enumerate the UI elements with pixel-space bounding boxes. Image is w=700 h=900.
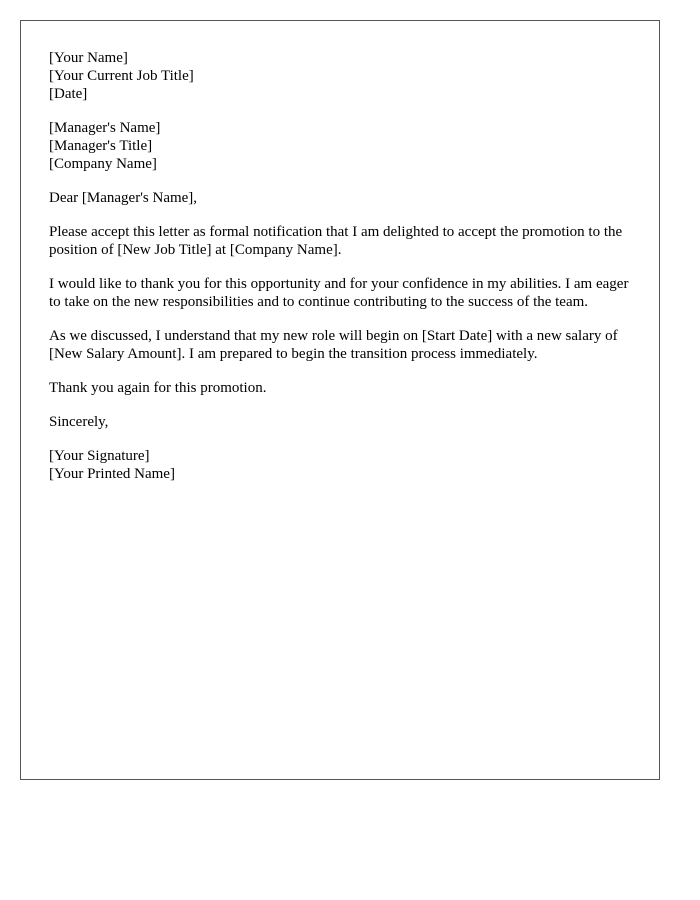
closing: Sincerely, [49, 414, 109, 430]
spacer [49, 397, 639, 413]
spacer [49, 431, 639, 447]
recipient-name: [Manager's Name] [49, 120, 161, 136]
body-paragraph-3: As we discussed, I understand that my new role will begin on [Start Date] with a new salary of [New Salary Amount]. I am prepared to begin the transition process immediately. [49, 328, 618, 362]
body-paragraph-2: I would like to thank you for this opportunity and for your confidence in my abilities. I am eager to take on the new responsibilities and to continue contributing to the success of the team. [49, 276, 629, 310]
letter-date: [Date] [49, 86, 88, 102]
recipient-title: [Manager's Title] [49, 138, 153, 154]
body-paragraph-1: Please accept this letter as formal notification that I am delighted to accept the promotion to the position of [New Job Title] at [Company Name]. [49, 224, 623, 258]
recipient-block [49, 119, 639, 173]
spacer [49, 259, 639, 275]
printed-name: [Your Printed Name] [49, 466, 175, 482]
spacer [49, 207, 639, 223]
spacer [49, 311, 639, 327]
sender-name: [Your Name] [49, 50, 128, 66]
spacer [49, 363, 639, 379]
signature-line: [Your Signature] [49, 448, 150, 464]
salutation: Dear [Manager's Name], [49, 190, 198, 206]
spacer [49, 173, 639, 189]
signature-block [49, 447, 639, 483]
letter-content [49, 49, 639, 483]
body-paragraph-4: Thank you again for this promotion. [49, 380, 267, 396]
sender-block [49, 49, 639, 103]
letter-frame [20, 20, 660, 780]
spacer [49, 103, 639, 119]
sender-job-title: [Your Current Job Title] [49, 68, 194, 84]
recipient-company: [Company Name] [49, 156, 157, 172]
